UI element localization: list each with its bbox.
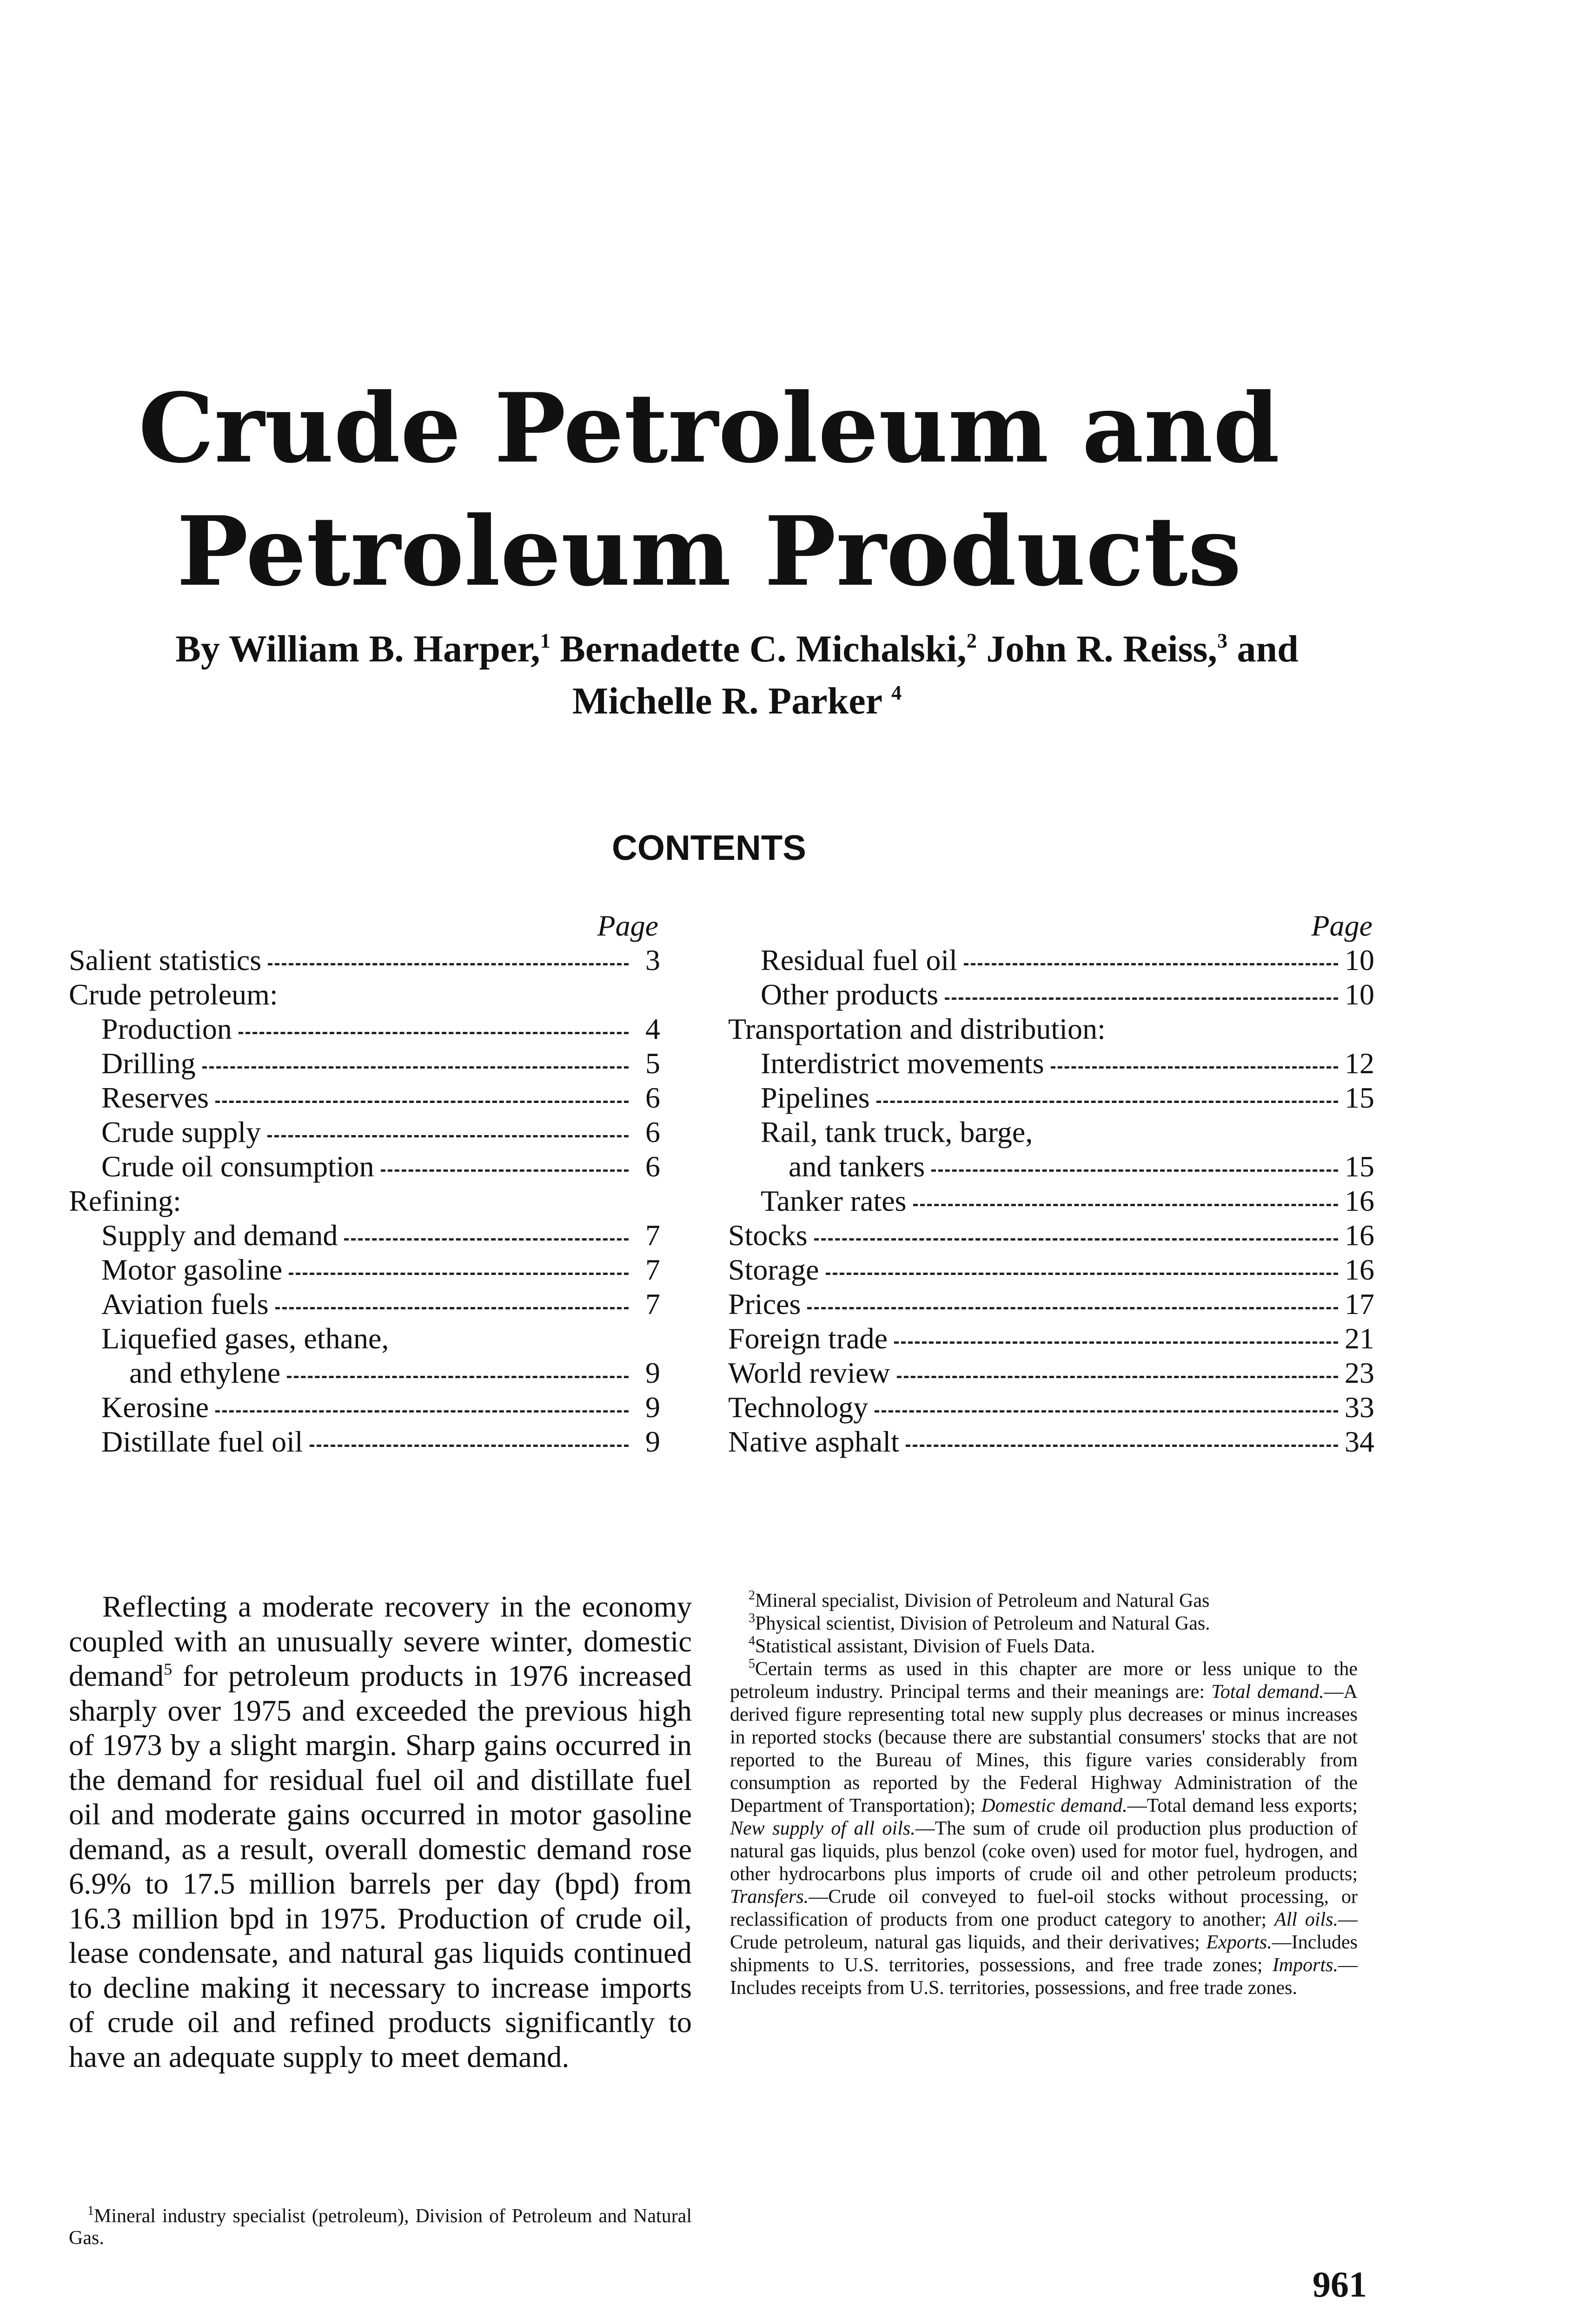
contents-entry <box>69 1356 660 1390</box>
contents-entry <box>728 1218 1374 1253</box>
contents-entry <box>69 1046 660 1081</box>
contents-entry <box>728 1356 1374 1390</box>
footnote-5-text-5: —Crude oil conveyed to fuel-oil stocks without processing, or reclassification of products from one product category to another; <box>730 1886 1358 1930</box>
dot-leader <box>267 1135 629 1137</box>
footnote-4-mark: 4 <box>749 1634 755 1648</box>
contents-entry-page: 7 <box>645 1253 660 1286</box>
contents-entry <box>728 1425 1374 1459</box>
footnote-3 <box>730 1612 1358 1635</box>
contents-entry-page: 15 <box>1345 1150 1374 1183</box>
contents-entry-label: and ethylene <box>129 1356 281 1389</box>
dot-leader <box>876 1101 1338 1103</box>
dot-leader <box>1051 1066 1338 1069</box>
author-harper: William B. Harper, <box>229 627 540 670</box>
contents-entry-label: Storage <box>728 1253 819 1286</box>
contents-entry-label: Native asphalt <box>728 1425 899 1458</box>
contents-entry-label: Crude oil consumption <box>101 1150 374 1183</box>
term-transfers: Transfers. <box>730 1886 809 1908</box>
contents-entry-label: World review <box>728 1356 890 1389</box>
contents-entry-label: Tanker rates <box>761 1184 907 1217</box>
footnote-left <box>69 2205 692 2249</box>
contents-right-column <box>728 909 1374 1459</box>
contents-entry-page: 10 <box>1345 944 1374 977</box>
contents-entry-page: 9 <box>645 1425 660 1458</box>
byline-prefix: By <box>175 627 220 670</box>
footnote-5-text-3: —Total demand less exports; <box>1127 1795 1358 1816</box>
dot-leader <box>964 963 1338 965</box>
term-new-supply: New supply of all oils. <box>730 1818 915 1839</box>
term-all-oils: All oils. <box>1274 1909 1338 1930</box>
footnote-5-text-6: —Crude petroleum, natural gas liquids, and their derivatives; <box>730 1909 1358 1953</box>
footnote-5-text-4: —The sum of crude oil production plus production of natural gas liquids, plus benzol (coke oven) used for motor fuel, hydrogen, and other hydrocarbons plus imports of crude oil and other petroleum products; <box>730 1818 1358 1885</box>
contents-entry-label: Residual fuel oil <box>761 944 958 977</box>
footnotes-right <box>730 1590 1358 2000</box>
footnote-5-mark: 5 <box>749 1657 755 1671</box>
dot-leader <box>826 1273 1339 1275</box>
contents-entry-label: Prices <box>728 1287 801 1320</box>
footnote-3-mark: 3 <box>749 1611 755 1625</box>
dot-leader <box>275 1307 629 1309</box>
contents-entry <box>69 1425 660 1459</box>
contents-entry-page: 17 <box>1345 1287 1374 1320</box>
contents-entry <box>728 1287 1374 1321</box>
contents-entry-page: 6 <box>645 1081 660 1114</box>
author-reiss: John R. Reiss, <box>986 627 1217 670</box>
contents-entry <box>69 1253 660 1287</box>
contents-entry-page: 15 <box>1345 1081 1374 1114</box>
intro-footnote-mark: 5 <box>164 1660 172 1678</box>
contents-entry <box>69 1149 660 1184</box>
footnote-1-text: Mineral industry specialist (petroleum), Division of Petroleum and Natural Gas. <box>69 2205 692 2249</box>
contents-entry <box>728 943 1374 977</box>
intro-text-part-2: for petroleum products in 1976 increased sharply over 1975 and exceeded the previous high of 1973 by a slight margin. Sharp gains occurred in the demand for residual fuel oil and distillate fuel oil and moderate gains occurred in motor gasoline demand, as a result, overall domestic demand rose 6.9% to 17.5 million barrels per day (bpd) from 16.3 million bpd in 1975. Production of crude oil, lease condensate, and natural gas liquids continued to decline making it necessary to increase imports of crude oil and refined products significantly to have an adequate supply to meet demand. <box>69 1659 692 2073</box>
dot-leader <box>381 1169 629 1172</box>
dot-leader <box>897 1376 1339 1378</box>
contents-entry-page: 16 <box>1345 1184 1374 1217</box>
dot-leader <box>814 1238 1338 1241</box>
contents-left-column <box>69 909 660 1459</box>
dot-leader <box>310 1445 629 1447</box>
author-reiss-footnote-mark: 3 <box>1217 629 1227 652</box>
dot-leader <box>894 1341 1338 1344</box>
footnote-5-text-1: Certain terms as used in this chapter are more or less unique to the petroleum industry. Principal terms and their meanings are: <box>730 1658 1358 1703</box>
contents-entry-label: Transportation and distribution: <box>728 1012 1106 1045</box>
footnote-5-text-8: —Includes receipts from U.S. territories, possessions, and free trade zones. <box>730 1954 1358 1999</box>
footnote-5-text-2: —A derived figure representing total new supply plus decreases or minus increases in reported stocks (because there are substantial consumers' stocks that are not reported to the Bureau of Mines, this figure varies considerably from consumption as reported by the Federal Highway Administration of the Department of Transportation); <box>730 1681 1358 1816</box>
contents-entry-label: Stocks <box>728 1219 808 1252</box>
contents-entry <box>728 1184 1374 1218</box>
footnote-5 <box>730 1658 1358 2000</box>
byline-line-2 <box>28 675 1446 727</box>
contents-entry-label: Technology <box>728 1391 869 1424</box>
contents-entry-page: 21 <box>1345 1322 1374 1355</box>
contents-entry-page: 9 <box>645 1356 660 1389</box>
contents-entry <box>69 1115 660 1149</box>
contents-entry-page: 16 <box>1345 1219 1374 1252</box>
contents-entry <box>69 1081 660 1115</box>
contents-entry <box>728 1115 1374 1149</box>
dot-leader <box>931 1169 1338 1172</box>
contents-entry <box>69 943 660 977</box>
author-parker-footnote-mark: 4 <box>891 681 902 704</box>
contents-entry-label: Crude petroleum: <box>69 978 278 1011</box>
footnote-5-text-7: —Includes shipments to U.S. territories, possessions, and free trade zones; <box>730 1932 1358 1976</box>
contents-heading: CONTENTS <box>612 828 806 868</box>
contents-entry-page: 4 <box>645 1012 660 1045</box>
dot-leader <box>215 1410 629 1413</box>
footnote-2-text: Mineral specialist, Division of Petroleum and Natural Gas <box>755 1590 1210 1611</box>
contents-entry-label: Salient statistics <box>69 944 262 977</box>
contents-entry-label: Aviation fuels <box>101 1287 269 1320</box>
contents-entry <box>728 1081 1374 1115</box>
contents-entry <box>728 1046 1374 1081</box>
footnote-3-text: Physical scientist, Division of Petroleum and Natural Gas. <box>755 1613 1210 1634</box>
contents-entry <box>728 1149 1374 1184</box>
contents-entry-page: 9 <box>645 1391 660 1424</box>
contents-entry-page: 7 <box>645 1219 660 1252</box>
contents-entry-label: Drilling <box>101 1047 196 1080</box>
contents-entry-page: 16 <box>1345 1253 1374 1286</box>
author-michalski-footnote-mark: 2 <box>966 629 977 652</box>
contents-entry-label: Rail, tank truck, barge, <box>761 1116 1033 1149</box>
chapter-title-line-1: Crude Petroleum and <box>138 373 1280 484</box>
contents-entry <box>69 1287 660 1321</box>
contents-entry-page: 5 <box>645 1047 660 1080</box>
contents-entry-label: Liquefied gases, ethane, <box>101 1322 389 1355</box>
contents-entry-page: 7 <box>645 1287 660 1320</box>
footnote-2-mark: 2 <box>749 1588 755 1603</box>
dot-leader <box>289 1273 629 1275</box>
term-total-demand: Total demand. <box>1211 1681 1324 1703</box>
contents-entry-page: 12 <box>1345 1047 1374 1080</box>
intro-paragraph <box>69 1590 692 2074</box>
term-exports: Exports. <box>1206 1932 1272 1953</box>
author-michalski: Bernadette C. Michalski, <box>560 627 967 670</box>
footnote-4-text: Statistical assistant, Division of Fuels Data. <box>755 1636 1095 1657</box>
contents-entry-label: Distillate fuel oil <box>101 1425 303 1458</box>
contents-entry-label: and tankers <box>789 1150 925 1183</box>
byline-line-1 <box>28 623 1446 675</box>
chapter-title-line-2: Petroleum Products <box>176 496 1242 607</box>
dot-leader <box>344 1238 629 1241</box>
contents-entry-page: 33 <box>1345 1391 1374 1424</box>
contents-entry <box>69 1218 660 1253</box>
dot-leader <box>268 963 629 965</box>
contents-entry-label: Reserves <box>101 1081 209 1114</box>
dot-leader <box>287 1376 629 1378</box>
dot-leader <box>875 1410 1338 1413</box>
contents-entry <box>728 1390 1374 1425</box>
contents-entry-page: 23 <box>1345 1356 1374 1389</box>
contents-entry-label: Production <box>101 1012 232 1045</box>
term-domestic-demand: Domestic demand. <box>981 1795 1127 1816</box>
contents-entry <box>728 1012 1374 1046</box>
page-number: 961 <box>1313 2264 1367 2304</box>
contents-entry <box>69 977 660 1012</box>
contents-page-label: Page <box>597 909 658 942</box>
contents-entry <box>728 977 1374 1012</box>
contents-entry-label: Motor gasoline <box>101 1253 283 1286</box>
author-harper-footnote-mark: 1 <box>540 629 550 652</box>
term-imports: Imports. <box>1272 1954 1338 1976</box>
contents-entry <box>69 1321 660 1356</box>
footnote-2 <box>730 1590 1358 1612</box>
contents-entry-page: 6 <box>645 1150 660 1183</box>
contents-entry <box>728 1253 1374 1287</box>
dot-leader <box>945 997 1338 1000</box>
contents-entry-label: Kerosine <box>101 1391 209 1424</box>
contents-entry-page: 3 <box>645 944 660 977</box>
dot-leader <box>807 1307 1338 1309</box>
contents-entry-page: 10 <box>1345 978 1374 1011</box>
contents-page-label: Page <box>1311 909 1372 942</box>
footnote-1-mark: 1 <box>87 2204 94 2218</box>
dot-leader <box>215 1101 629 1103</box>
intro-text-part-1: Reflecting a moderate recovery in the economy coupled with an unusually severe winter, domestic demand <box>69 1590 692 1692</box>
contents-entry-label: Foreign trade <box>728 1322 888 1355</box>
dot-leader <box>239 1032 629 1034</box>
contents-entry-label: Refining: <box>69 1184 181 1217</box>
contents-entry <box>69 1390 660 1425</box>
contents-entry-page: 34 <box>1345 1425 1374 1458</box>
author-byline <box>28 623 1446 727</box>
chapter-title <box>0 367 1418 614</box>
footnote-1 <box>69 2205 692 2249</box>
dot-leader <box>913 1204 1338 1206</box>
footnote-4 <box>730 1635 1358 1658</box>
author-parker: Michelle R. Parker <box>572 680 882 722</box>
contents-entry <box>69 1184 660 1218</box>
contents-entry-label: Supply and demand <box>101 1219 338 1252</box>
dot-leader <box>202 1066 629 1069</box>
contents-entry-label: Pipelines <box>761 1081 870 1114</box>
contents-entry-page: 6 <box>645 1116 660 1149</box>
dot-leader <box>906 1445 1338 1447</box>
contents-entry-label: Interdistrict movements <box>761 1047 1044 1080</box>
contents-entry-label: Crude supply <box>101 1116 261 1149</box>
contents-entry <box>69 1012 660 1046</box>
byline-conjunction: and <box>1237 627 1299 670</box>
contents-entry <box>728 1321 1374 1356</box>
contents-entry-label: Other products <box>761 978 939 1011</box>
